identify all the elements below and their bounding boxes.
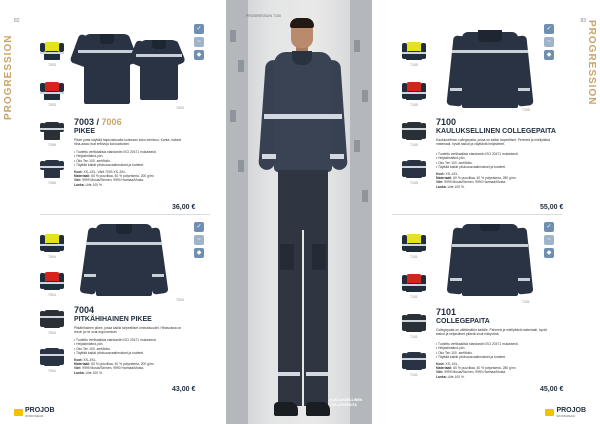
feature-item: • Täyttää kaikki pitoisuusvaatimukset ja tuotteet. <box>436 165 550 169</box>
photo-caption-line: KAULUKSELLINEN <box>330 398 363 402</box>
product-code-sep: / <box>94 117 102 127</box>
feature-item: • Tuotettu vertikaalisia standardin ISO 20471 mukaisesti. <box>436 342 550 346</box>
divider <box>40 214 210 215</box>
logo-text: PROJOB <box>25 407 55 414</box>
logo-mark-icon <box>14 409 23 416</box>
product-description: Collegepaita on välttämätön kaikille. Pehmeä ja miellyttävä materiaali, hyvät taskut ja heijastimet pitävät sinut näkyvänä. <box>436 328 547 337</box>
photo-caption-bottom <box>330 398 362 407</box>
spec-value: Liite 100 %. <box>447 374 465 379</box>
thumb-caption: 7004 <box>48 369 56 373</box>
left-page <box>0 0 226 424</box>
product-name: KAULUKSELLINEN COLLEGEPAITA <box>436 128 556 135</box>
product-image-collared-sweatshirt[interactable] <box>450 28 530 112</box>
thumb-navy-polo[interactable] <box>40 158 64 180</box>
product-name: PITKÄHIHAINEN PIKEE <box>74 316 152 323</box>
product-features <box>436 152 550 170</box>
thumb-caption: 7004 <box>48 331 56 335</box>
logo-subtext: WORKWEAR <box>556 414 575 418</box>
feature-item: • Heijastinbänd-yön. <box>74 154 186 158</box>
spec-label: Väri: <box>74 178 82 183</box>
product-description: Pitkähihainen pikee, jossa kaikki tarpeelliset ominaisuudet. Hihasuissa on resori ja ne ovat ergonomiset. <box>74 326 182 335</box>
spec-label: Väri: <box>436 370 444 375</box>
standard-icon: ◆ <box>194 248 204 258</box>
thumb-yellow-sweat[interactable] <box>402 40 426 62</box>
thumb-caption: 7101 <box>410 373 418 377</box>
standard-icon: ◆ <box>194 50 204 60</box>
divider <box>392 214 562 215</box>
standard-icon: ◆ <box>544 50 554 60</box>
spec-value: Liite 100 %. <box>447 184 465 189</box>
product-specs <box>74 170 198 187</box>
thumb-red-crew[interactable] <box>402 272 426 294</box>
spec-value: 60 % puuvillaa, 40 % polyesteria, 280 g/m². <box>453 176 517 181</box>
thumb-black-longsleeve[interactable] <box>40 308 64 330</box>
spec-value: XS–5XL. <box>83 358 97 362</box>
image-caption: 7100 <box>522 108 530 112</box>
product-features <box>74 150 186 168</box>
model-figure <box>262 20 344 424</box>
thumb-navy-sweat[interactable] <box>402 158 426 180</box>
certification-icon: ✓ <box>194 222 204 232</box>
spec-value: XS–4XL. <box>445 172 459 176</box>
logo-mark-icon <box>545 409 554 416</box>
spec-label: Väri: <box>436 180 444 185</box>
feature-item: • Oko Ten 100 -sertifioitu. <box>74 347 186 351</box>
thumb-caption: 7100 <box>410 103 418 107</box>
thumb-caption: 7101 <box>410 295 418 299</box>
thumb-caption: 7100 <box>410 143 418 147</box>
spec-label: Koot: <box>74 358 83 362</box>
thumb-caption: 7004 <box>48 255 56 259</box>
thumb-navy-longsleeve[interactable] <box>40 346 64 368</box>
spec-value: 9999 Musta/Sininen, 9990 Harmaa/Musta. <box>444 180 507 185</box>
spec-label: Materiaali: <box>436 176 453 181</box>
product-price: 45,00 € <box>540 386 564 393</box>
spec-label: Lanka: <box>74 182 85 187</box>
building-left <box>226 0 248 424</box>
spec-value: XS–4XL. <box>445 362 459 366</box>
thumb-caption: 7101 <box>410 255 418 259</box>
product-specs <box>74 358 198 375</box>
section-label: PROGRESSION <box>586 20 597 106</box>
photo-caption-line: COLLEGEPAITA <box>330 402 357 407</box>
feature-item: • Täyttää kaikki pitoisuusvaatimukset ja tuotteet. <box>74 351 186 355</box>
product-code: 7100 <box>436 117 457 127</box>
product-code: 7004 <box>74 305 95 315</box>
section-label: PROGRESSION <box>3 34 14 120</box>
spec-label: Lanka: <box>74 370 85 375</box>
thumb-caption: 7004 <box>48 293 56 297</box>
thumb-caption: 7003 <box>48 63 56 67</box>
product-specs <box>436 362 562 379</box>
wash-icon: ~ <box>194 235 204 245</box>
image-caption: 7003 <box>176 106 184 110</box>
thumb-yellow-longsleeve[interactable] <box>40 232 64 254</box>
thumb-caption: 7100 <box>410 63 418 67</box>
thumb-red-sweat[interactable] <box>402 80 426 102</box>
product-image-sweatshirt[interactable] <box>450 222 530 302</box>
thumb-yellow-crew[interactable] <box>402 232 426 254</box>
feature-item: • Heijastinbänd-yön. <box>74 342 186 346</box>
thumb-caption: 7006 <box>48 143 56 147</box>
thumb-black-polo[interactable] <box>40 120 64 142</box>
image-caption: 7101 <box>522 300 530 304</box>
logo-subtext: WORKWEAR <box>25 414 44 418</box>
brand-logo <box>14 407 55 418</box>
standard-icon: ◆ <box>544 248 554 258</box>
spec-label: Koot: <box>74 170 83 174</box>
certification-icon: ✓ <box>194 24 204 34</box>
feature-item: • Täyttää kaikki pitoisuusvaatimukset ja tuotteet. <box>74 163 186 167</box>
spec-value: 9999 Musta/Sininen, 9990 Harmaa/Musta. <box>82 366 145 371</box>
thumb-black-sweat[interactable] <box>402 120 426 142</box>
product-price: 36,00 € <box>172 204 196 211</box>
feature-item: • Oko Ten 100 -sertifioitu. <box>74 159 186 163</box>
spec-label: Koot: <box>436 362 445 366</box>
wash-icon: ~ <box>544 235 554 245</box>
thumb-navy-crew[interactable] <box>402 350 426 372</box>
right-page <box>372 0 600 424</box>
spec-value: XS–4XL. Värit 7003 XS–5XL. <box>83 170 127 174</box>
logo-text: PROJOB <box>556 407 586 414</box>
building-right <box>350 0 372 424</box>
spec-value: 60 % puuvillaa, 40 % polyesteria, 200 g/m². <box>91 362 155 367</box>
product-name: PIKEE <box>74 128 96 135</box>
certification-icon: ✓ <box>544 222 554 232</box>
spec-label: Lanka: <box>436 374 447 379</box>
product-image-polo[interactable] <box>74 30 184 110</box>
spec-label: Materiaali: <box>74 174 91 179</box>
spec-value: 9999 Musta/Sininen, 9990 Harmaa/Musta. <box>82 178 145 183</box>
thumb-caption: 7006 <box>48 181 56 185</box>
product-image-longsleeve[interactable] <box>84 222 164 302</box>
page-number: 83 <box>580 18 586 24</box>
brand-logo <box>545 407 586 418</box>
spec-label: Lanka: <box>436 184 447 189</box>
spec-label: Materiaali: <box>74 362 91 367</box>
product-code-main: 7003 <box>74 117 95 127</box>
feature-item: • Heijastinbänd-yön. <box>436 346 550 350</box>
spec-label: Materiaali: <box>436 366 453 371</box>
thumb-black-crew[interactable] <box>402 312 426 334</box>
product-code <box>74 118 122 127</box>
product-description: Kauluksellinen collegepaita, jossa on kaikki tarpeelliset. Pehmeä ja miellyttävä materiaali, hyvät taskut ja näyttävät heijastimet. <box>436 138 550 147</box>
feature-item: • Täyttää kaikki pitoisuusvaatimukset ja tuotteet. <box>436 355 550 359</box>
thumb-yellow-polo[interactable] <box>40 40 64 62</box>
feature-item: • Tuotettu vertikaalisia standardin ISO 20471 mukaisesti. <box>74 338 186 342</box>
thumb-red-longsleeve[interactable] <box>40 270 64 292</box>
spec-label: Väri: <box>74 366 82 371</box>
product-price: 55,00 € <box>540 204 564 211</box>
product-code-alt: 7006 <box>101 117 122 127</box>
product-description: Pikee paita näyttää taipuvaisuutta korkeaan koko toimivuu. Kanta- hakeet hiha-adaa ovat eritiivuja kokouotuisen. <box>74 138 182 147</box>
product-specs <box>436 172 562 189</box>
thumb-red-polo[interactable] <box>40 80 64 102</box>
feature-item: • Tuotettu vertikaalisia standardin ISO 20471 mukaisesti. <box>436 152 550 156</box>
image-caption: 7004 <box>176 298 184 302</box>
feature-item: • Oko Ten 100 -sertifioitu. <box>436 161 550 165</box>
certification-icon: ✓ <box>544 24 554 34</box>
feature-item: • Heijastinbänd-yön. <box>436 156 550 160</box>
product-features <box>74 338 186 356</box>
feature-item: • Oko Ten 100 -sertifioitu. <box>436 351 550 355</box>
product-features <box>436 342 550 360</box>
page-number: 82 <box>14 18 20 24</box>
product-name: COLLEGEPAITA <box>436 318 490 325</box>
photo-caption-top: PROGRESSION 7100 <box>246 14 281 18</box>
thumb-caption: 7003 <box>48 103 56 107</box>
wash-icon: ~ <box>194 37 204 47</box>
spec-value: 60 % puuvillaa, 40 % polyesteria, 200 g/m². <box>91 174 155 179</box>
spec-value: 60 % puuvillaa, 40 % polyesteria, 280 g/m². <box>453 366 517 371</box>
spec-value: Liite 100 %. <box>85 370 103 375</box>
spec-value: Liite 100 %. <box>85 182 103 187</box>
spec-label: Koot: <box>436 172 445 176</box>
thumb-caption: 7100 <box>410 181 418 185</box>
spec-value: 9999 Musta/Sininen, 9990 Harmaa/Musta. <box>444 370 507 375</box>
thumb-caption: 7101 <box>410 335 418 339</box>
wash-icon: ~ <box>544 37 554 47</box>
product-code: 7101 <box>436 307 457 317</box>
feature-item: • Tuotettu vertikaalisia standardin ISO 20471 mukaisesti. <box>74 150 186 154</box>
model-photo <box>226 0 372 424</box>
product-price: 43,00 € <box>172 386 196 393</box>
